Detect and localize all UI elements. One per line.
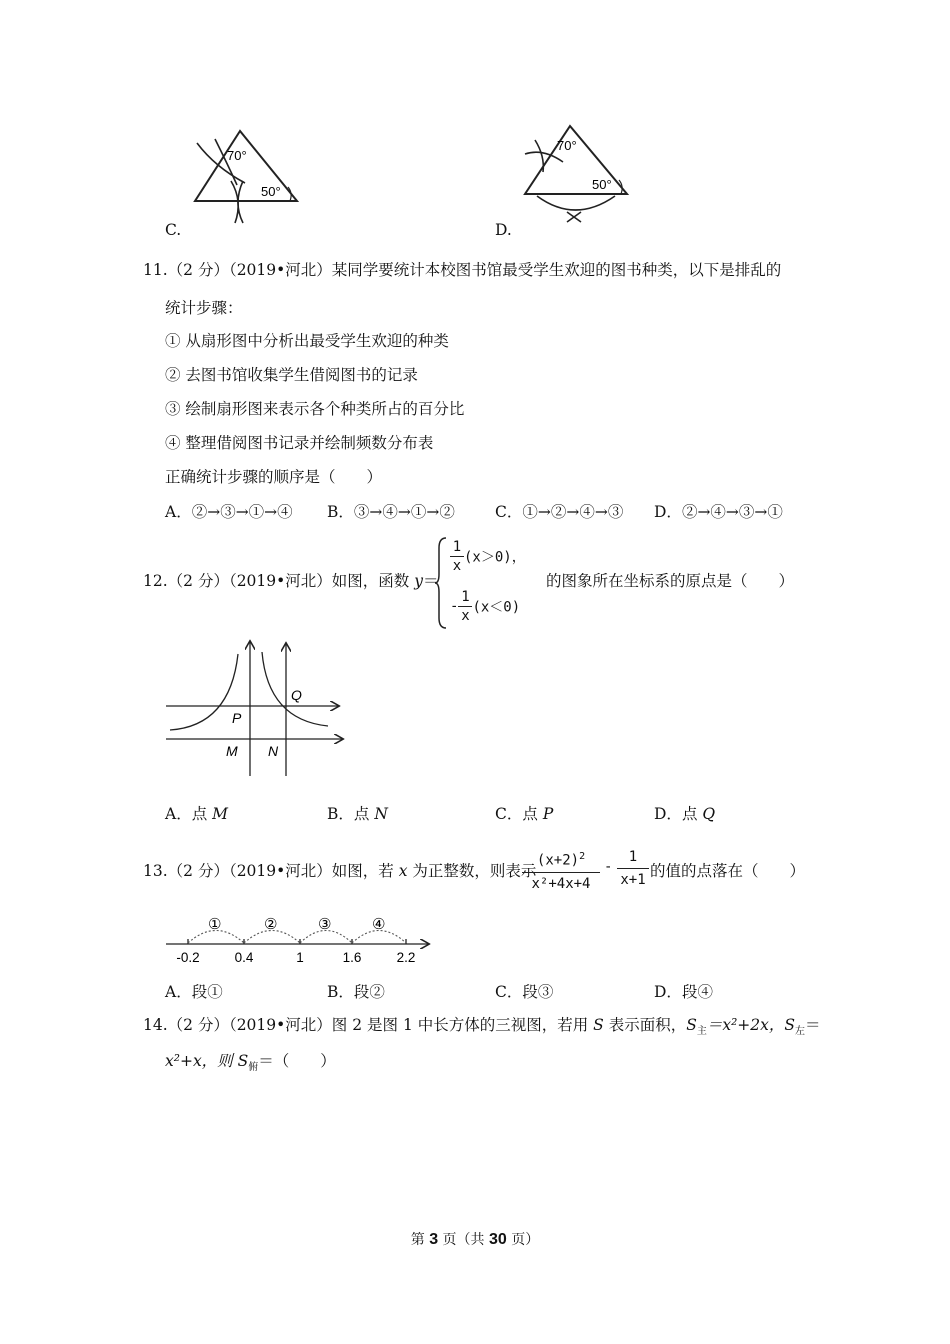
hyperbola-left-branch <box>170 654 238 730</box>
point-label-q: Q <box>291 687 302 703</box>
question-number: 11. <box>143 261 168 279</box>
q12-piecewise-brace <box>434 536 448 630</box>
q11-step-1: ① 从扇形图中分析出最受学生欢迎的种类 <box>165 332 449 350</box>
q13-option-d[interactable]: D．段④ <box>654 983 713 1001</box>
q10-figure-c <box>185 125 310 225</box>
question-number: 12. <box>143 572 168 590</box>
question-number: 14. <box>143 1016 168 1034</box>
point-label-n: N <box>268 743 279 759</box>
angle-label-top: 70° <box>557 138 577 153</box>
q10-figure-d <box>515 120 640 230</box>
q12-option-c[interactable]: C．点 P <box>495 805 554 823</box>
q10-option-d[interactable]: D. <box>495 221 512 239</box>
q12-case-1: $\frac{1}{x}$ (x＞0)， <box>450 538 526 575</box>
segment-label-4: ④ <box>372 916 386 933</box>
q13-minus: - <box>604 859 613 875</box>
q11-step-4: ④ 整理借阅图书记录并绘制频数分布表 <box>165 434 434 452</box>
q14-stem-line2: x²+x，则 $S_俯=$（ ） <box>165 1052 336 1074</box>
q12-option-d[interactable]: D．点 Q <box>654 805 716 823</box>
question-meta: （2 分）（2019•河北） <box>167 1016 332 1034</box>
question-meta: （2 分）（2019•河北） <box>167 862 332 880</box>
q13-option-c[interactable]: C．段③ <box>495 983 554 1001</box>
q11-stem-line1 <box>143 259 781 281</box>
page-footer: 第 3 页（共 30 页） <box>410 1231 540 1248</box>
q13-fraction-1: $\frac{(x+2)^2}{\text{x²+4x+4}}$ <box>522 846 600 895</box>
angle-label-top: 70° <box>227 148 247 163</box>
q13-fraction-2: $\frac{1}{x+1}$ <box>617 846 649 891</box>
question-number: 13. <box>143 862 168 880</box>
point-label-p: P <box>232 710 242 726</box>
question-meta: （2 分）（2019•河北） <box>167 572 332 590</box>
q13-option-a[interactable]: A．段① <box>165 983 223 1001</box>
page-number: 3 <box>429 1231 439 1248</box>
q11-option-b[interactable]: B．③→④→①→② <box>327 503 455 521</box>
angle-label-right: 50° <box>592 177 612 192</box>
arc-cross <box>567 212 581 222</box>
point-label-m: M <box>226 743 238 759</box>
segment-label-1: ① <box>208 916 222 933</box>
tick-label: 2.2 <box>396 950 416 965</box>
segment-label-3: ③ <box>318 916 332 933</box>
q12-graph <box>160 636 350 782</box>
q12-option-b[interactable]: B．点 N <box>327 805 388 823</box>
q13-stem-post: 的值的点落在（ ） <box>650 862 806 880</box>
q12-stem-pre: 12.（2 分）（2019•河北）如图，函数 y＝ <box>143 572 439 590</box>
arc-mark <box>537 196 615 210</box>
q12-case-2: - $\frac{1}{x}$ (x＜0) <box>450 589 521 624</box>
segment-label-2: ② <box>264 916 278 933</box>
q11-option-d[interactable]: D．②→④→③→① <box>654 503 783 521</box>
q14-stem-line1: 14.（2 分）（2019•河北）图 2 是图 1 中长方体的三视图，若用 S 表示面积，$S_主=x^2+2x$，$S_左=$ <box>143 1016 821 1038</box>
angle-label-right: 50° <box>261 184 281 199</box>
q12-option-a[interactable]: A．点 M <box>165 805 229 823</box>
q13-number-line <box>160 910 435 968</box>
q11-question: 正确统计步骤的顺序是（ ） <box>165 468 383 486</box>
total-pages: 30 <box>489 1231 507 1248</box>
q11-step-3: ③ 绘制扇形图来表示各个种类所占的百分比 <box>165 400 465 418</box>
question-stem: 某同学要统计本校图书馆最受学生欢迎的图书种类，以下是排乱的 <box>331 261 782 279</box>
q11-step-2: ② 去图书馆收集学生借阅图书的记录 <box>165 366 418 384</box>
tick-label: 1.6 <box>342 950 362 965</box>
q13-stem-pre: 13.（2 分）（2019•河北）如图，若 x 为正整数，则表示 <box>143 862 537 880</box>
tick-label: 0.4 <box>234 950 254 965</box>
triangle <box>195 131 297 201</box>
triangle <box>525 126 627 194</box>
q13-option-b[interactable]: B．段② <box>327 983 385 1001</box>
q12-stem-post: 的图象所在坐标系的原点是（ ） <box>546 572 795 590</box>
tick-label: -0.2 <box>176 950 200 965</box>
q11-option-c[interactable]: C．①→②→④→③ <box>495 503 624 521</box>
question-meta: （2 分）（2019•河北） <box>167 261 332 279</box>
arc-mark <box>525 152 563 162</box>
q10-option-c[interactable]: C. <box>165 221 182 239</box>
tick-label: 1 <box>296 950 304 965</box>
q11-stem-line2: 统计步骤： <box>165 299 243 317</box>
q11-option-a[interactable]: A．②→③→①→④ <box>165 503 293 521</box>
